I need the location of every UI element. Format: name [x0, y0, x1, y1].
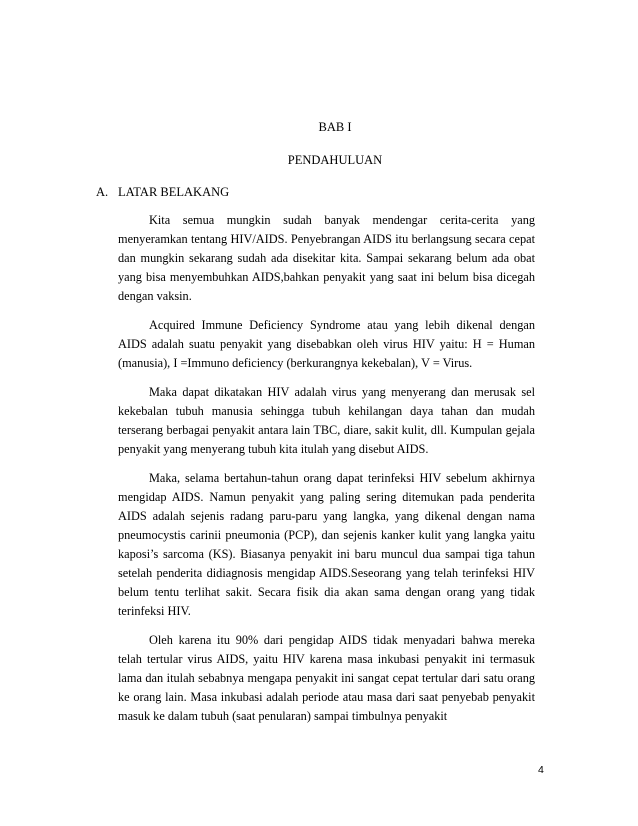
- page-number: 4: [538, 764, 544, 776]
- paragraph-2: Acquired Immune Deficiency Syndrome atau yang lebih dikenal dengan AIDS adalah suatu penyakit yang disebabkan oleh virus HIV yaitu: H = Human (manusia), I =Immuno deficiency (berkurangnya kekebalan), V = Virus.: [118, 318, 535, 370]
- section-heading-text: LATAR BELAKANG: [118, 185, 230, 199]
- paragraph-4: Maka, selama bertahun-tahun orang dapat terinfeksi HIV sebelum akhirnya mengidap AIDS. Namun penyakit yang paling sering ditemukan pada penderita AIDS adalah sejenis radang paru-paru yang langka, yang dikenal dengan nama pneumocystis carinii pneumonia (PCP), dan sejenis kanker kulit yang langka yaitu kaposi’s sarcoma (KS). Biasanya penyakit ini baru muncul dua sampai tiga tahun setelah penderita didiagnosis mengidap AIDS.Seseorang yang telah terinfeksi HIV belum tentu terlihat sakit. Secara fisik dia akan sama dengan orang yang tidak terinfeksi HIV.: [118, 471, 535, 618]
- chapter-title: PENDAHULUAN: [287, 153, 383, 167]
- chapter-heading: BAB I: [318, 120, 352, 134]
- body-text: [118, 211, 535, 736]
- paragraph-1: Kita semua mungkin sudah banyak mendengar cerita-cerita yang menyeramkan tentang HIV/AIDS. Penyebrangan AIDS itu berlangsung secara cepat dan mungkin sekarang sudah ada disekitar kita. Sampai sekarang belum ada obat yang bisa menyembuhkan AIDS,bahkan penyakit yang saat ini belum bisa dicegah dengan vaksin.: [118, 213, 535, 303]
- paragraph-3: Maka dapat dikatakan HIV adalah virus yang menyerang dan merusak sel kekebalan tubuh manusia sehingga tubuh kehilangan daya tahan dan mudah terserang berbagai penyakit antara lain TBC, diare, sakit kulit, dll. Kumpulan gejala penyakit yang menyerang tubuh kita itulah yang disebut AIDS.: [118, 385, 535, 456]
- section-heading: [96, 185, 229, 200]
- paragraph-5: Oleh karena itu 90% dari pengidap AIDS tidak menyadari bahwa mereka telah tertular virus AIDS, yaitu HIV karena masa inkubasi penyakit ini termasuk lama dan itulah sebabnya mengapa penyakit ini sangat cepat tertular dari satu orang ke orang lain. Masa inkubasi adalah periode atau masa dari saat penyebab penyakit masuk ke dalam tubuh (saat penularan) sampai timbulnya penyakit: [118, 633, 535, 723]
- section-letter: A.: [96, 185, 109, 199]
